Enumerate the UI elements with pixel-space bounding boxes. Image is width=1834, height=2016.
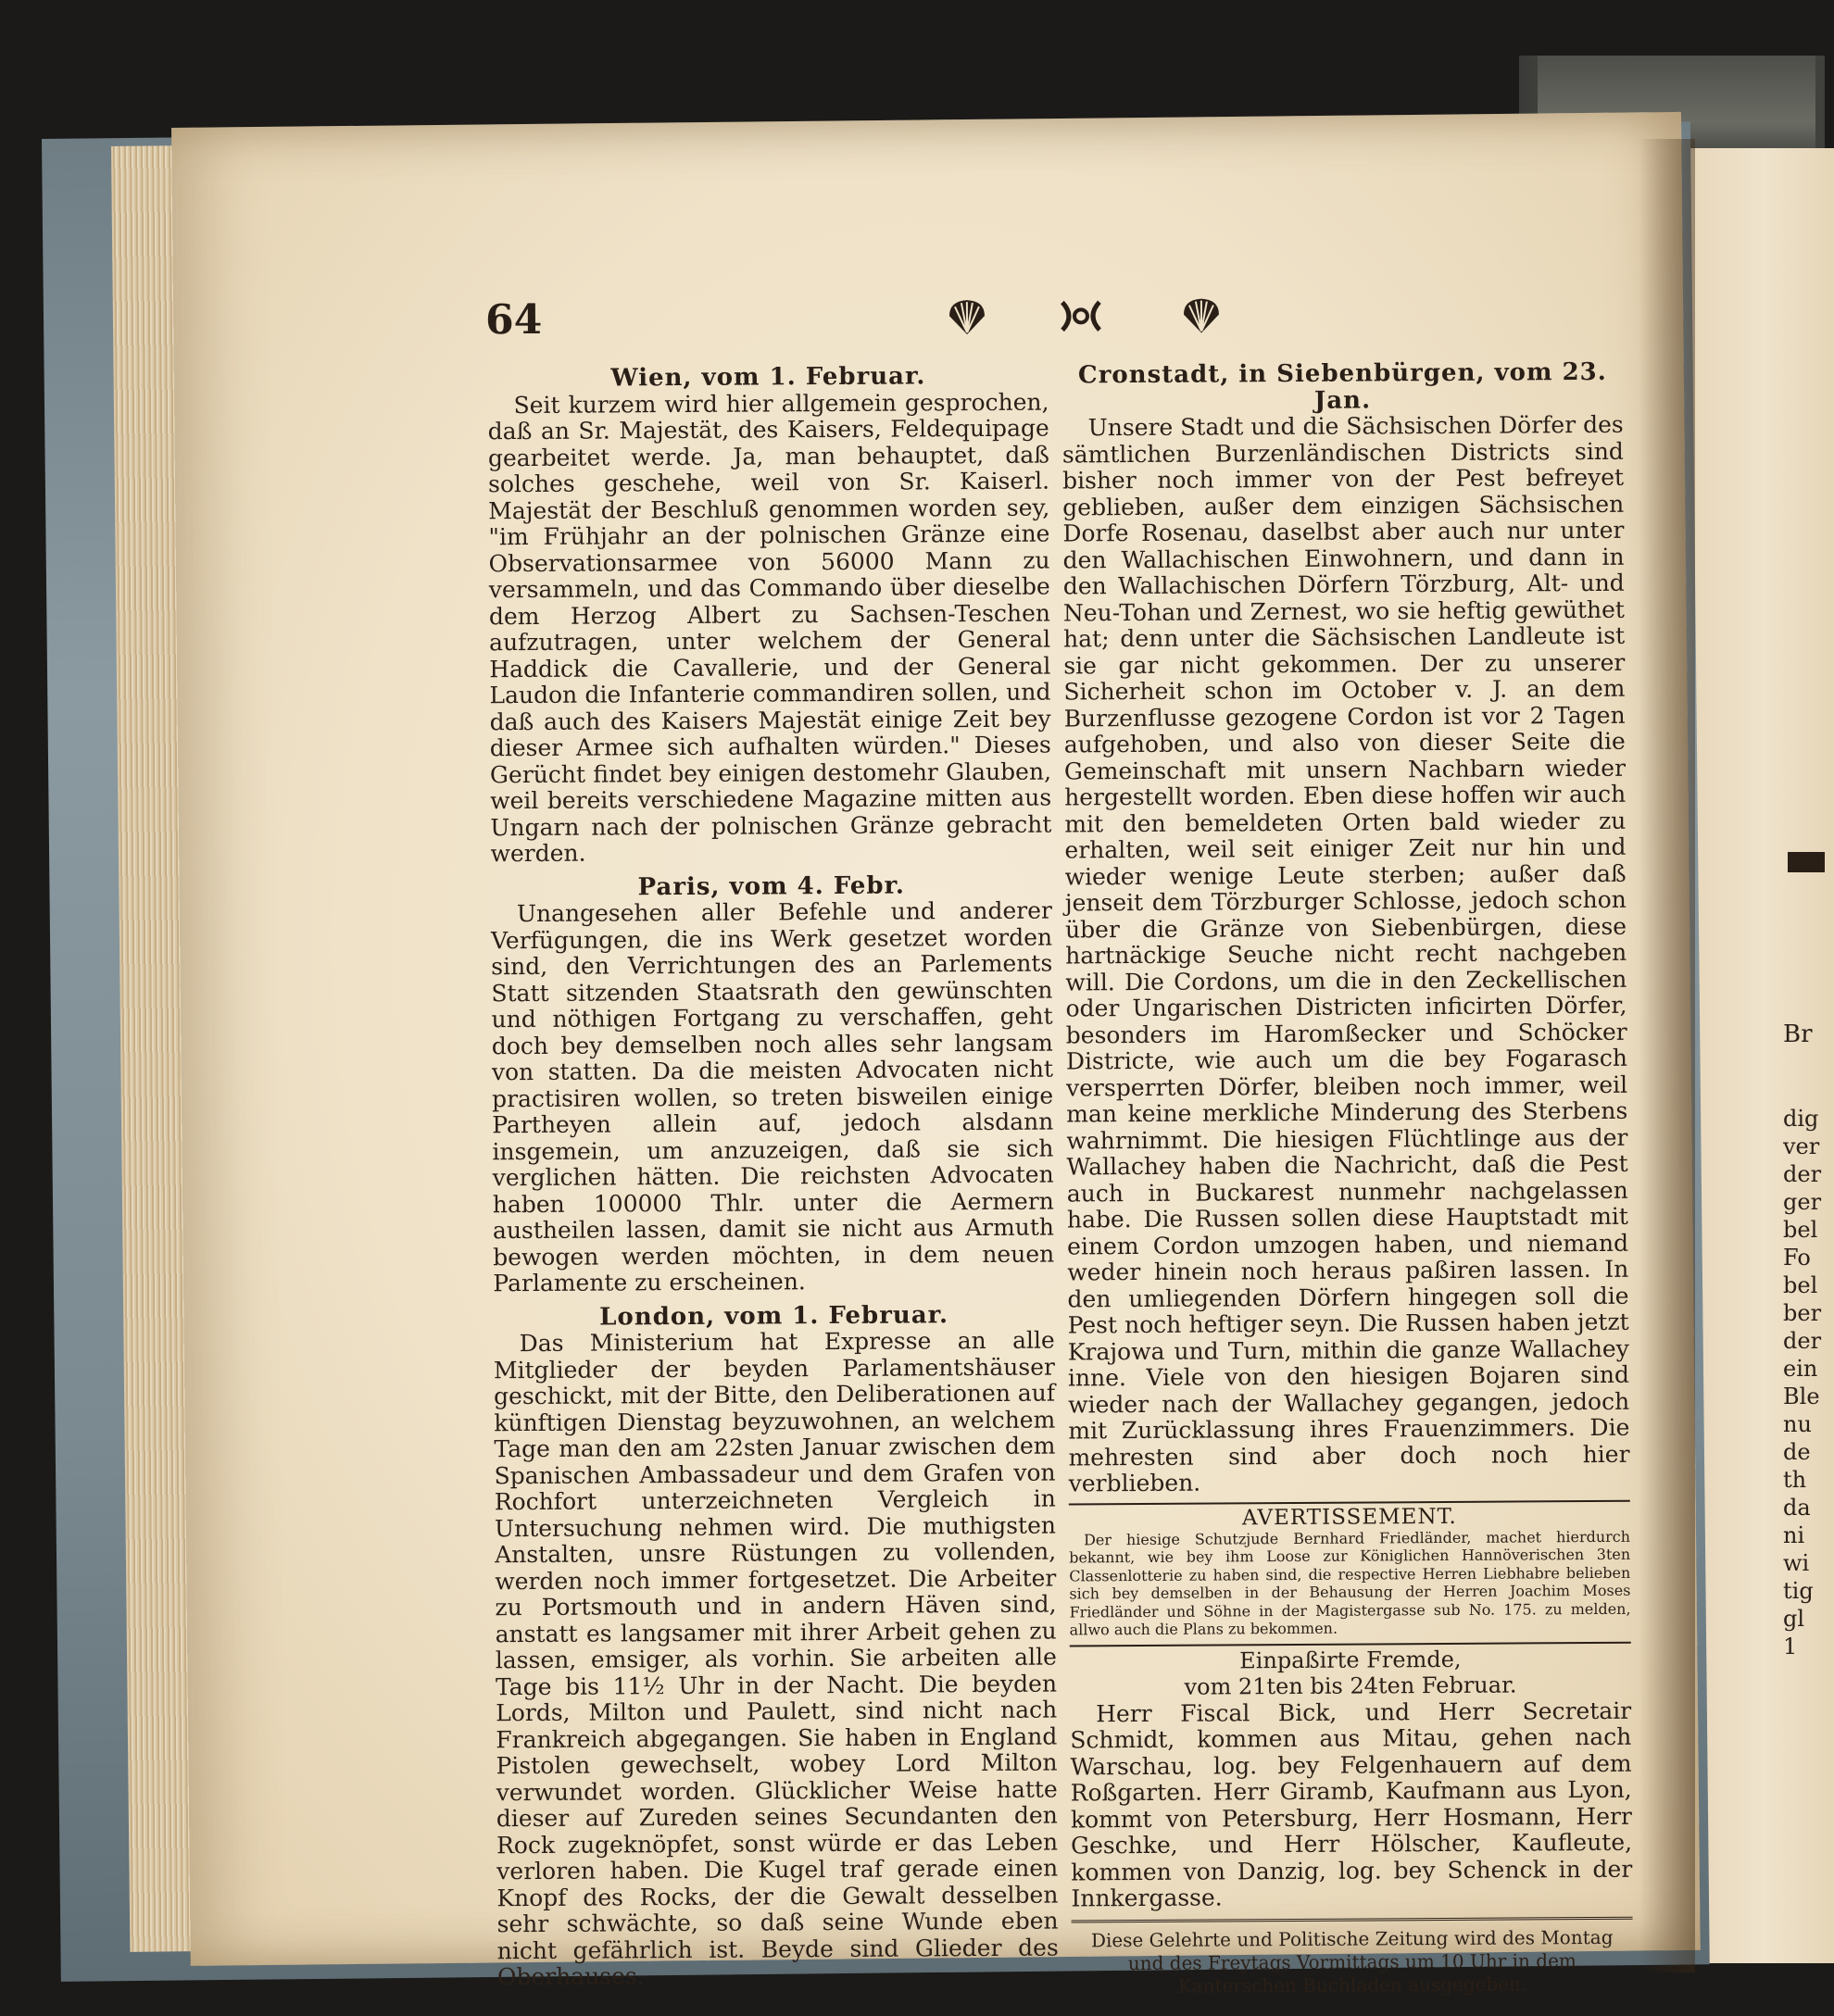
facing-line: gl xyxy=(1783,1606,1805,1632)
facing-page-text-fragments xyxy=(1783,1105,1821,1660)
paris-article: Unangesehen aller Befehle und anderer Verfügungen, die ins Werk gesetzet worden sind, den Verrichtungen des an Parlements Statt sitzenden Staatsrath den gewünschten und nöthigen Fortgang zu verschaffen, geht doch bey demselben noch alles sehr langsam von statten. Da die meisten Advocaten nicht practisiren wollen, so treten bisweilen einige Partheyen allein auf, jedoch alsdann insgemein, um anzuzeigen, daß sie sich verglichen hätten. Die reichsten Advocaten haben 100000 Thlr. unter die Aermern austheilen lassen, damit sie nicht aus Armuth bewogen werden möchten, in dem neuen Parlamente zu erscheinen. xyxy=(490,896,1055,1297)
facing-line: ber xyxy=(1783,1300,1822,1326)
imprint-divider xyxy=(1072,1916,1633,1925)
facing-page-ink-mark xyxy=(1788,852,1825,872)
cronstadt-dateline: Cronstadt, in Siebenbürgen, vom 23. Jan. xyxy=(1077,357,1607,415)
facing-line: bel xyxy=(1783,1272,1818,1298)
advertisement-text: Der hiesige Schutzjude Bernhard Friedländer, machet hierdurch bekannt, wie bey ihm Loose zur Königlichen Hannöverischen 3ten Classenlotterie zu haben sind, die respective Herren Liebhabre belieben sich bey demselben in der Behausung der Herren Joachim Moses Friedländer und Söhne in der Magistergasse sub No. 175. zu melden, allwo auch die Plans zu bekommen. xyxy=(1069,1527,1631,1639)
facing-line: de xyxy=(1783,1439,1811,1465)
facing-line: ver xyxy=(1783,1133,1820,1159)
arrivals-date-range: vom 21ten bis 24ten Februar. xyxy=(1184,1672,1517,1700)
arrivals-title: Einpaßirte Fremde, xyxy=(1239,1646,1462,1673)
facing-line: der xyxy=(1783,1161,1822,1187)
scallop-shell-ornament-icon xyxy=(1180,295,1223,334)
facing-page-heading-fragment: Br xyxy=(1783,1021,1813,1048)
facing-line: Fo xyxy=(1783,1245,1811,1271)
scallop-shell-ornament-icon xyxy=(946,297,988,336)
facing-line: ni xyxy=(1783,1522,1805,1548)
facing-line: nu xyxy=(1783,1411,1812,1437)
imprint-note: Diese Gelehrte und Politische Zeitung wird des Montag und des Freytags Vormittags um 10 Uhr in dem Kanterschen Buchladen ausgegeben. xyxy=(1090,1925,1614,1997)
facing-line: ger xyxy=(1783,1189,1822,1215)
facing-line: Ble xyxy=(1783,1384,1820,1409)
facing-line: ein xyxy=(1783,1356,1818,1382)
wien-article: Seit kurzem wird hier allgemein gesprochen, daß an Sr. Majestät, des Kaisers, Feldequipage gearbeitet werde. Ja, man behauptet, daß solches geschehe, weil von Sr. Kaiserl. Majestät der Beschluß genommen worden sey, "im Frühjahr an der polnischen Gränze eine Observationsarmee von 56000 Mann zu versammeln, und das Commando über dieselbe dem Herzog Albert zu Sachsen-Teschen aufzutragen, unter welchem der General Haddick die Cavallerie, und der General Laudon die Infanterie commandiren sollen, und daß auch des Kaisers Majestät einige Zeit bey dieser Armee sich aufhalten würden." Dieses Gerücht findet bey einigen destomehr Glauben, weil bereits verschiedene Magazine mitten aus Ungarn nach der polnischen Gränze gebracht werden. xyxy=(487,388,1052,868)
facing-line: th xyxy=(1783,1467,1807,1493)
facing-line: bel xyxy=(1783,1217,1818,1243)
double-curl-ornament-icon xyxy=(1057,296,1105,335)
right-column xyxy=(1061,359,1633,1998)
paris-dateline: Paris, vom 4. Febr. xyxy=(637,871,905,901)
facing-line: 1 xyxy=(1783,1634,1798,1659)
london-article: Das Ministerium hat Expresse an alle Mitglieder der beyden Parlamentshäuser geschickt, mit der Bitte, den Deliberationen auf künftigen Dienstag beyzuwohnen, an welchem Tage man den am 22sten Januar zwischen dem Spanischen Ambassadeur und dem Grafen von Rochfort unterzeichneten Vergleich in Untersuchung nehmen wird. Die muthigsten Anstalten, unsre Rüstungen zu vollenden, werden noch immer fortgesetzet. Die Arbeiter zu Portsmouth und in andern Häven sind, anstatt es langsamer mit ihrer Arbeit gehen zu lassen, emsiger, als vorhin. Sie arbeiten alle Tage bis 11½ Uhr in der Nacht. Die beyden Lords, Milton und Paulett, sind nicht nach Frankreich abgegangen. Sie haben in England Pistolen gewechselt, wobey Lord Milton verwundet worden. Glücklicher Weise hatte dieser auf Zureden seines Secundanten den Rock zugeknöpfet, sonst würde er das Leben verloren haben. Die Kugel traf gerade einen Knopf des Rocks, der die Gewalt desselben sehr schwächte, so daß seine Wunde eben nicht gefährlich ist. Beyde sind Glieder des Oberhauses. xyxy=(493,1326,1059,1991)
arrivals-list: Herr Fiscal Bick, und Herr Secretair Schmidt, kommen aus Mitau, gehen nach Warschau, log. bey Felgenhauern auf dem Roßgarten. Herr Giramb, Kaufmann aus Lyon, kommt von Petersburg, Herr Hosmann, Herr Geschke, und Herr Hölscher, Kaufleute, kommen von Danzig, log. bey Schenck in der Innkergasse. xyxy=(1070,1697,1633,1912)
wien-dateline: Wien, vom 1. Februar. xyxy=(610,362,926,393)
cronstadt-article: Unsere Stadt und die Sächsischen Dörfer des sämtlichen Burzenländischen Districts sind bisher noch immer von der Pest befreyet geblieben, außer dem einzigen Sächsischen Dorfe Rosenau, daselbst aber auch nur unter den Wallachischen Einwohnern, und dann in den Wallachischen Dörfern Törzburg, Alt- und Neu-Tohan und Zernest, wo sie heftig gewüthet hat; denn unter die Sächsischen Landleute ist sie gar nicht gekommen. Der zu unserer Sicherheit schon im October v. J. an dem Burzenflusse gezogene Cordon ist vor 2 Tagen aufgehoben, und also von dieser Seite die Gemeinschaft mit unsern Nachbarn wieder hergestellt worden. Eben diese hoffen wir auch mit den bemeldeten Orten bald wieder zu erhalten, weil seit einiger Zeit nur hin und wieder wenige Leute sterben; außer daß jenseit dem Törzburger Schlosse, jedoch schon über die Gränze von Siebenbürgen, diese hartnäckige Seuche nicht recht nachgeben will. Die Cordons, um die in den Zeckellischen oder Ungarischen Districten inficirten Dörfer, besonders im Haromßecker und Schöcker Districte, wie auch um die bey Fogarasch versperrten Dörfer, bleiben noch immer, weil man keine merkliche Minderung des Sterbens wahrnimmt. Die hiesigen Flüchtlinge aus der Wallachey haben die Nachricht, daß die Pest auch in Buckarest nunmehr nachgelassen habe. Die Russen sollen diese Hauptstadt mit einem Cordon umzogen haben, und niemand weder hinein noch heraus paßiren lassen. In den umliegenden Dörfern hingegen soll die Pest noch heftiger seyn. Die Russen haben jetzt Krajowa und Turn, mithin die ganze Wallachey inne. Viele von den hiesigen Bojaren sind wieder nach der Wallachey gegangen, jedoch mit Zurücklassung ihres Frauenzimmers. Die mehresten sind aber doch noch hier verblieben. xyxy=(1061,410,1630,1497)
left-column xyxy=(487,363,1059,1991)
facing-line: dig xyxy=(1783,1106,1819,1132)
london-dateline: London, vom 1. Februar. xyxy=(599,1300,949,1332)
facing-line: da xyxy=(1783,1495,1811,1521)
advertisement-title: AVERTISSEMENT. xyxy=(1241,1504,1457,1530)
facing-line: wi xyxy=(1783,1550,1810,1576)
page-number: 64 xyxy=(484,295,543,344)
facing-line: tig xyxy=(1783,1578,1814,1604)
facing-line: der xyxy=(1783,1328,1822,1354)
